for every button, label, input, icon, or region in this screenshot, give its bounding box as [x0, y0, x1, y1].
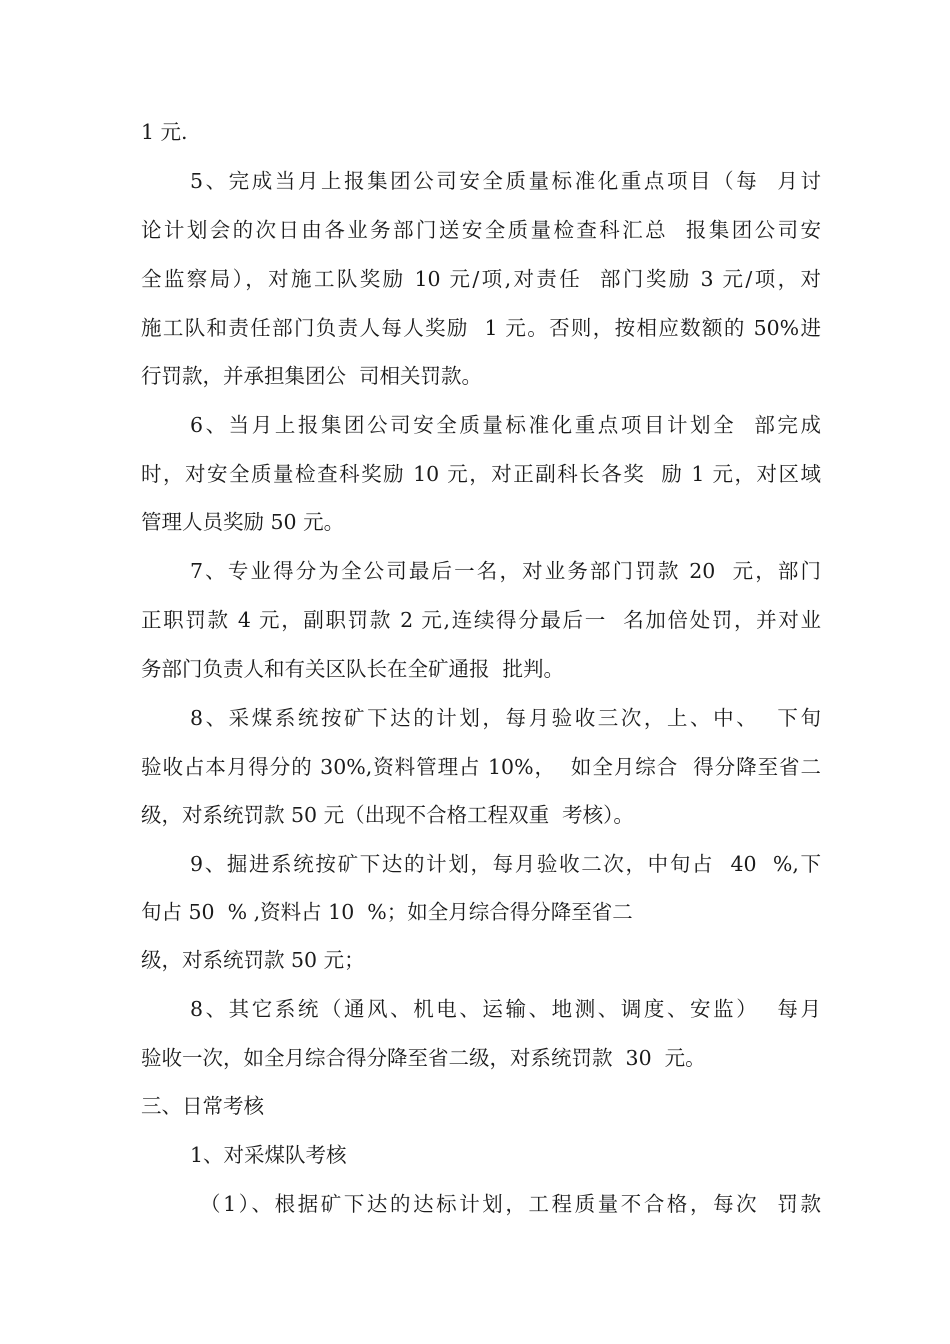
text-line: 全监察局），对施工队奖励 10 元/项,对责任 部门奖励 3 元/项，对	[141, 267, 821, 291]
text-line: 5、完成当月上报集团公司安全质量标准化重点项目（每 月讨	[190, 169, 821, 193]
text-line: 行罚款，并承担集团公 司相关罚款。	[141, 364, 483, 388]
text-line: 8、采煤系统按矿下达的计划，每月验收三次，上、中、 下旬	[190, 706, 821, 730]
section-heading: 三、日常考核	[141, 1094, 264, 1118]
text-line: 7、专业得分为全公司最后一名，对业务部门罚款 20 元，部门	[190, 559, 821, 583]
text-line: 9、掘进系统按矿下达的计划，每月验收二次，中旬占 40 %,下	[190, 852, 821, 876]
text-line: 验收一次，如全月综合得分降至省二级，对系统罚款 30 元。	[141, 1046, 706, 1070]
text-line: 时，对安全质量检查科奖励 10 元，对正副科长各奖 励 1 元，对区域	[141, 462, 821, 486]
text-line: 级，对系统罚款 50 元（出现不合格工程双重 考核）。	[141, 803, 634, 827]
text-line: 验收占本月得分的 30%,资料管理占 10%， 如全月综合 得分降至省二	[141, 755, 821, 779]
text-line: 施工队和责任部门负责人每人奖励 1 元。否则，按相应数额的 50%进	[141, 316, 821, 340]
text-line: 务部门负责人和有关区队长在全矿通报 批判。	[141, 657, 565, 681]
text-line: 旬占 50 % ,资料占 10 %；如全月综合得分降至省二	[141, 900, 633, 924]
text-line: 管理人员奖励 50 元。	[141, 510, 345, 534]
text-line: 级，对系统罚款 50 元；	[141, 948, 365, 972]
subsection-heading: 1、对采煤队考核	[190, 1143, 347, 1167]
text-line: 6、当月上报集团公司安全质量标准化重点项目计划全 部完成	[190, 413, 821, 437]
text-line: 8、其它系统（通风、机电、运输、地测、调度、安监） 每月	[190, 997, 821, 1021]
text-line: 1 元.	[141, 120, 188, 144]
text-line: 正职罚款 4 元，副职罚款 2 元,连续得分最后一 名加倍处罚，并对业	[141, 608, 821, 632]
text-line: （1）、根据矿下达的达标计划，工程质量不合格，每次 罚款	[200, 1192, 821, 1216]
text-line: 论计划会的次日由各业务部门送安全质量检查科汇总 报集团公司安	[141, 218, 821, 242]
